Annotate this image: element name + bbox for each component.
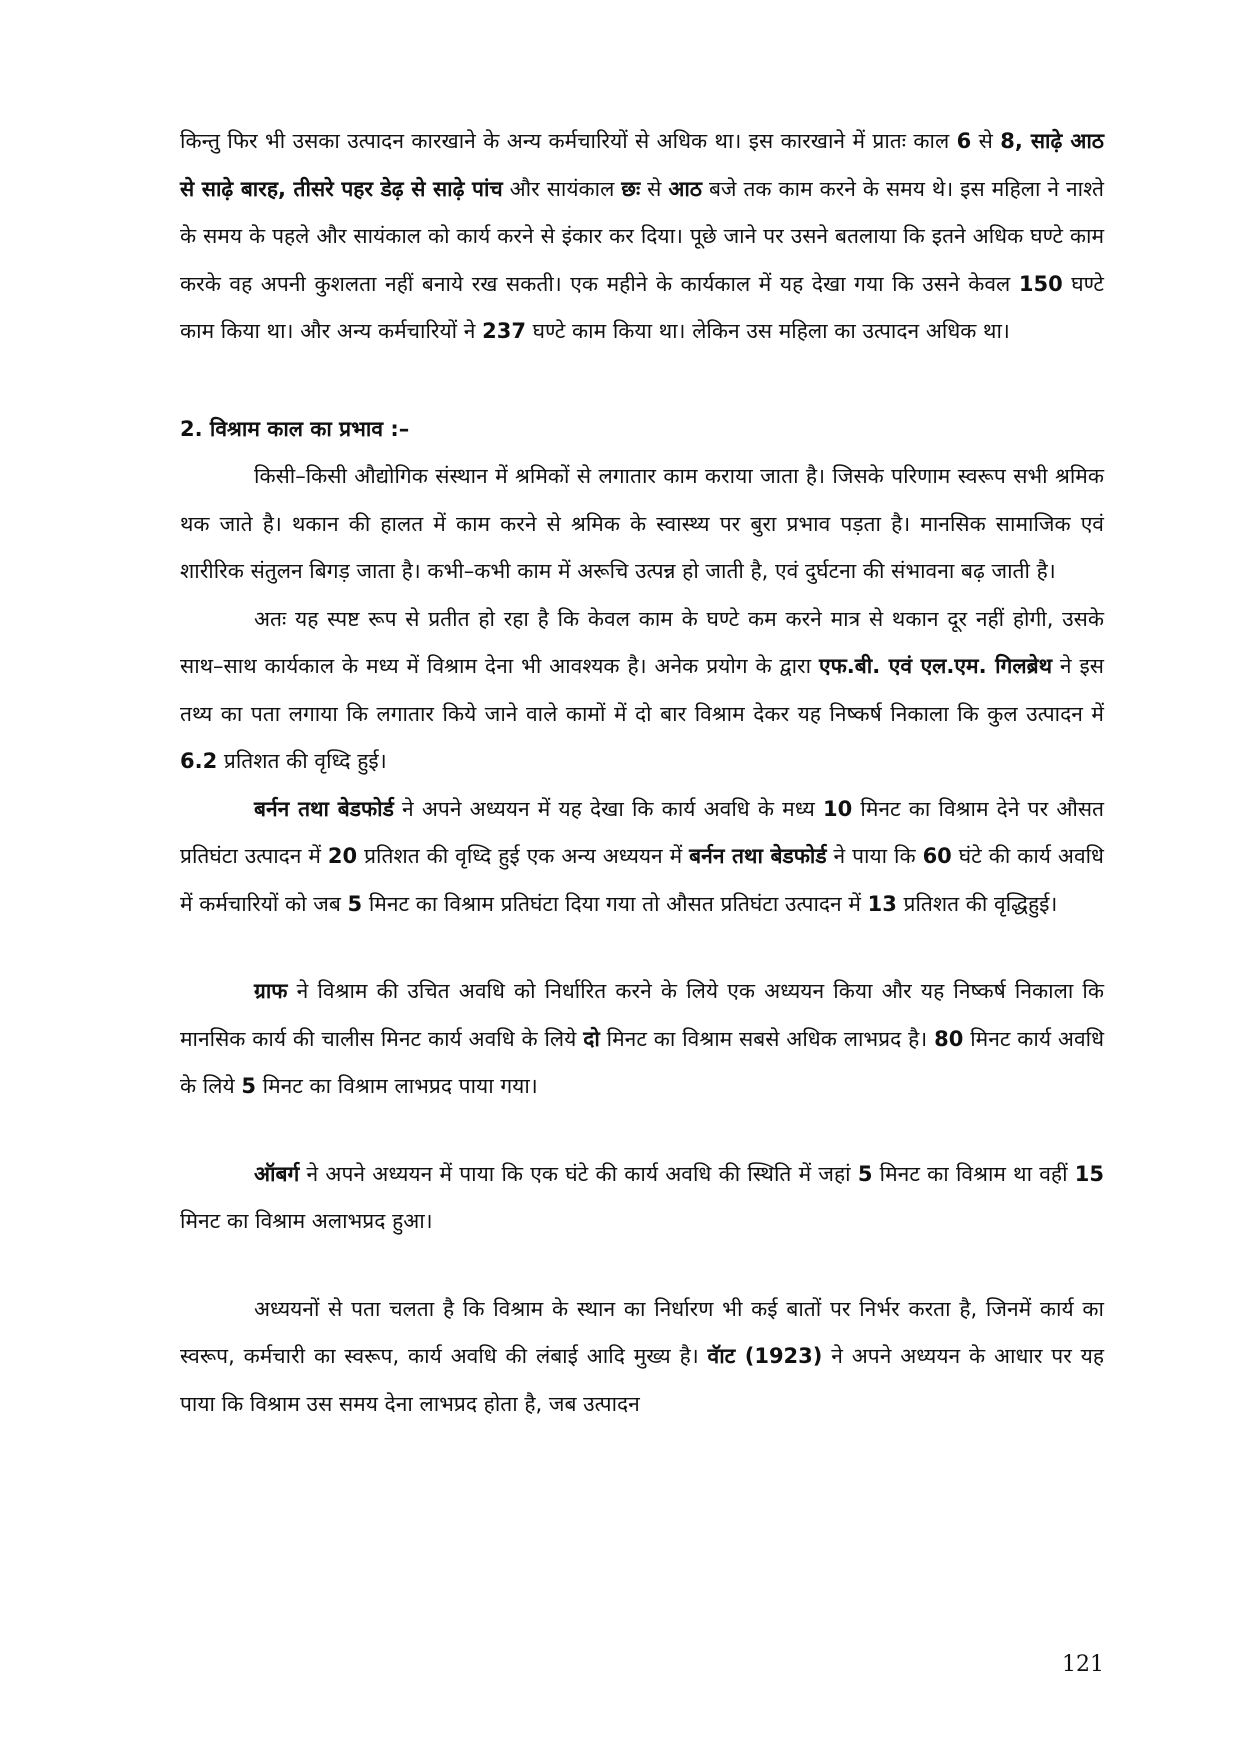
paragraph-rest-effects: किसी–किसी औद्योगिक संस्थान में श्रमिकों से लगातार काम कराया जाता है। जिसके परिणाम स्वरूप सभी श्रमिक थक जाते है। थकान की हालत में काम करने से श्रमिक के स्वास्थ्य पर बुरा प्रभाव पड़ता है। मानसिक सामाजिक एवं शारीरिक संतुलन बिगड़ जाता है। कभी–कभी काम में अरूचि उत्पन्न हो जाती है, एवं दुर्घटना की संभावना बढ़ जाती है। xyxy=(180,464,1104,583)
bold-text: 8, साढ़े आठ से साढ़े बारह, तीसरे पहर डेढ़ से साढ़े पांच xyxy=(180,129,1104,201)
bold-text: आठ xyxy=(668,176,702,201)
bold-text: 5 xyxy=(857,1161,873,1186)
bold-text: 80 xyxy=(934,1026,964,1051)
bold-text: 6.2 xyxy=(180,749,218,773)
document-body xyxy=(180,118,1104,1428)
bold-text: छः xyxy=(621,176,641,201)
bold-text: 150 xyxy=(1018,271,1063,296)
bold-text: 237 xyxy=(482,319,526,343)
text: ने अपने अध्ययन के आधार पर यह पाया कि विश्राम उस समय देना लाभप्रद होता है, जब उत्पादन xyxy=(180,1344,1104,1416)
text: ने विश्राम की उचित अवधि को निर्धारित करने के लिये एक अध्ययन किया और यह निष्कर्ष निकाला कि मानसिक कार्य की चालीस मिनट कार्य अवधि के लिये xyxy=(180,979,1104,1051)
text: ने अपने अध्ययन में यह देखा कि कार्य अवधि के मध्य xyxy=(393,796,823,821)
paragraph-watt xyxy=(180,1286,1104,1429)
paragraph-oberg xyxy=(180,1151,1104,1246)
bold-text: बर्नन तथा बेडफोर्ड xyxy=(689,844,827,868)
section-heading: 2. विश्राम काल का प्रभाव :– xyxy=(180,416,410,441)
text: बजे तक काम करने के समय थे। इस महिला ने नाश्ते के समय के पहले और सायंकाल को कार्य करने से इंकार कर दिया। पूछे जाने पर उसने बतलाया कि इतने अधिक घण्टे काम करके वह अपनी कुशलता नहीं बनाये रख सकती। एक महीने के कार्यकाल में यह देखा गया कि उसने केवल xyxy=(180,176,1104,296)
bold-text: दो xyxy=(583,1026,600,1051)
text: मिनट का विश्राम था वहीं xyxy=(872,1161,1075,1186)
bold-text: 60 xyxy=(922,844,952,868)
bold-text: एफ.बी. एवं एल.एम. गिलब्रेथ xyxy=(819,654,1052,678)
text: मिनट का विश्राम अलाभप्रद हुआ। xyxy=(180,1209,433,1233)
page-number: 121 xyxy=(1062,1652,1104,1677)
text: ने इस तथ्य का पता लगाया कि लगातार किये जाने वाले कामों में दो बार विश्राम देकर यह निष्कर्ष निकाला कि कुल उत्पादन में xyxy=(180,654,1104,726)
bold-text: 5 xyxy=(241,1074,256,1098)
bold-text: ऑबर्ग xyxy=(254,1161,300,1186)
bold-text: 10 xyxy=(822,796,853,821)
paragraph-graf xyxy=(180,968,1104,1111)
text: घण्टे काम किया था। और अन्य कर्मचारियों ने xyxy=(180,271,1104,343)
text: अतः यह स्पष्ट रूप से प्रतीत हो रहा है कि केवल काम के घण्टे कम करने मात्र से थकान दूर नहीं होगी, उसके साथ–साथ कार्यकाल के मध्य में विश्राम देना भी आवश्यक है। अनेक प्रयोग के द्वारा xyxy=(180,606,1104,678)
text: मिनट का विश्राम प्रतिघंटा दिया गया तो औसत प्रतिघंटा उत्पादन में xyxy=(362,891,868,916)
text: ने पाया कि xyxy=(826,844,923,868)
text: मिनट का विश्राम लाभप्रद पाया गया। xyxy=(255,1074,538,1098)
text: घण्टे काम किया था। लेकिन उस महिला का उत्पादन अधिक था। xyxy=(525,319,1010,343)
bold-text: 20 xyxy=(327,844,358,868)
text: प्रतिशत की वृध्दि हुई। xyxy=(217,749,387,773)
text: से xyxy=(971,129,1001,153)
text: प्रतिशत की वृध्दि हुई एक अन्य अध्ययन में xyxy=(357,844,690,868)
text: से xyxy=(640,176,669,201)
text: मिनट का विश्राम सबसे अधिक लाभप्रद है। xyxy=(599,1026,935,1051)
text: घंटे की कार्य अवधि में कर्मचारियों को जब xyxy=(180,844,1104,916)
text: मिनट का विश्राम देने पर औसत प्रतिघंटा उत्पादन में xyxy=(180,796,1104,868)
bold-text: 15 xyxy=(1074,1161,1104,1186)
text: मिनट कार्य अवधि के लिये xyxy=(180,1026,1104,1098)
text: प्रतिशत की वृद्धिहुई। xyxy=(896,891,1058,916)
bold-text: बर्नन तथा बेडफोर्ड xyxy=(254,796,394,821)
bold-text: 6 xyxy=(956,129,972,153)
bold-text: वॅाट (1923) xyxy=(707,1344,823,1368)
text: और सायंकाल xyxy=(502,176,622,201)
bold-text: 5 xyxy=(347,891,363,916)
text: ने अपने अध्ययन में पाया कि एक घंटे की कार्य अवधि की स्थिति में जहां xyxy=(299,1161,858,1186)
text: अध्ययनों से पता चलता है कि विश्राम के स्थान का निर्धारण भी कई बातों पर निर्भर करता है, जिनमें कार्य का स्वरूप, कर्मचारी का स्वरूप, कार्य अवधि की लंबाई आदि मुख्य है। xyxy=(180,1296,1104,1368)
bold-text: 13 xyxy=(867,891,897,916)
bold-text: ग्राफ xyxy=(254,979,288,1003)
text: किन्तु फिर भी उसका उत्पादन कारखाने के अन्य कर्मचारियों से अधिक था। इस कारखाने में प्रातः काल xyxy=(180,129,957,153)
paragraph-gilbreth xyxy=(180,596,1104,786)
paragraph-production-hours xyxy=(180,118,1104,356)
paragraph-vernon-bedford xyxy=(180,786,1104,929)
